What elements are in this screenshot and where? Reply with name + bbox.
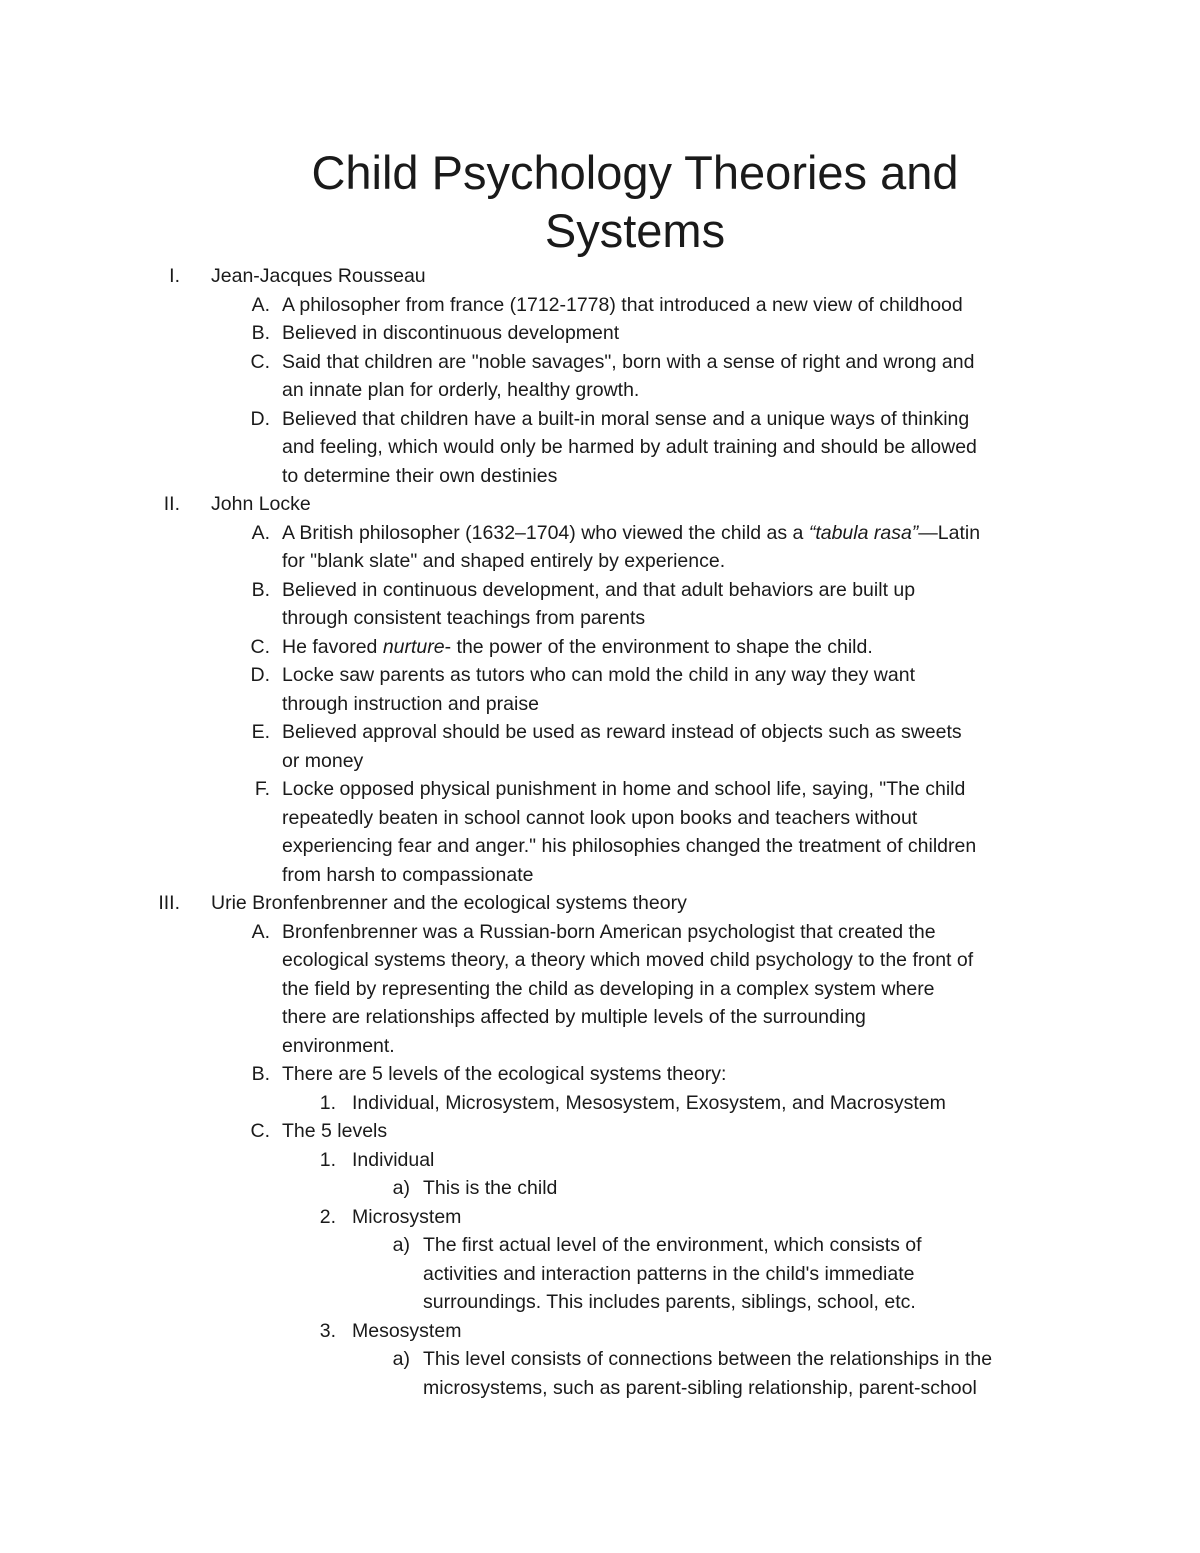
italic-term: nurture xyxy=(382,635,445,658)
outline-item xyxy=(0,661,1200,718)
outline-item xyxy=(0,291,1200,320)
list-marker: D. xyxy=(250,664,270,686)
list-marker: F. xyxy=(254,778,270,800)
outline-item xyxy=(0,1117,1200,1146)
list-marker: I. xyxy=(169,265,180,287)
text-line: surroundings. This includes parents, siblings, school, etc. xyxy=(423,1291,916,1313)
outline-list xyxy=(0,262,1200,1402)
item-text xyxy=(423,1345,1063,1402)
text-line: activities and interaction patterns in the child's immediate xyxy=(423,1262,915,1285)
outline-item-section-2 xyxy=(0,490,1200,519)
item-text xyxy=(282,405,1057,491)
text-line: from harsh to compassionate xyxy=(282,863,534,886)
text-line: Believed that children have a built-in moral sense and a unique ways of thinking xyxy=(282,407,970,430)
list-marker: a) xyxy=(392,1234,410,1256)
text-line: to determine their own destinies xyxy=(282,464,558,487)
item-text xyxy=(423,1231,1063,1317)
list-marker: a) xyxy=(392,1177,410,1199)
text-line: Believed approval should be used as reward instead of objects such as sweets xyxy=(282,721,962,743)
outline-item-section-3 xyxy=(0,889,1200,918)
item-text: Microsystem xyxy=(352,1205,462,1228)
text-line: and feeling, which would only be harmed by adult training and should be allowed xyxy=(282,436,977,458)
outline-item xyxy=(0,1060,1200,1089)
item-text xyxy=(282,718,1057,775)
outline-item-section-1 xyxy=(0,262,1200,291)
text-line: Bronfenbrenner was a Russian-born American psychologist that created the xyxy=(282,920,936,943)
item-text xyxy=(282,348,1057,405)
text-line: the field by representing the child as developing in a complex system where xyxy=(282,977,935,1000)
text-line: experiencing fear and anger." his philosophies changed the treatment of children xyxy=(282,835,977,857)
text-line: The first actual level of the environment, which consists of xyxy=(423,1234,922,1256)
list-marker: C. xyxy=(250,350,270,373)
text-line: through consistent teachings from parents xyxy=(282,607,646,629)
item-text: Individual xyxy=(352,1148,435,1171)
section-heading: Urie Bronfenbrenner and the ecological systems theory xyxy=(211,892,687,914)
item-text: Individual, Microsystem, Mesosystem, Exosystem, and Macrosystem xyxy=(352,1091,946,1114)
text-line: Locke saw parents as tutors who can mold the child in any way they want xyxy=(282,664,915,686)
list-marker: III. xyxy=(158,892,180,914)
outline-subitem xyxy=(0,1317,1200,1346)
item-text: Mesosystem xyxy=(352,1319,462,1342)
text-line: Locke opposed physical punishment in home and school life, saying, "The child xyxy=(282,778,966,800)
item-text xyxy=(282,519,1057,576)
list-marker: C. xyxy=(250,1120,270,1142)
item-text: Believed in discontinuous development xyxy=(282,322,620,344)
outline-item xyxy=(0,775,1200,889)
list-marker: A. xyxy=(251,920,270,943)
outline-item xyxy=(0,576,1200,633)
list-marker: E. xyxy=(251,721,270,743)
text-segment: - the power of the environment to shape the child. xyxy=(444,635,873,658)
list-marker: B. xyxy=(251,1063,270,1085)
section-heading: Jean-Jacques Rousseau xyxy=(211,265,426,287)
text-line: ecological systems theory, a theory which moved child psychology to the front of xyxy=(282,949,974,971)
outline-item xyxy=(0,633,1200,662)
list-marker: a) xyxy=(392,1348,410,1370)
item-text: This is the child xyxy=(423,1177,558,1199)
list-marker: 1. xyxy=(319,1148,336,1171)
outline-item xyxy=(0,918,1200,1061)
title-line-1: Child Psychology Theories and xyxy=(311,146,959,199)
item-text xyxy=(282,576,1057,633)
text-line: Said that children are "noble savages", born with a sense of right and wrong and xyxy=(282,350,975,373)
text-line: repeatedly beaten in school cannot look upon books and teachers without xyxy=(282,806,918,829)
text-line: for "blank slate" and shaped entirely by experience. xyxy=(282,550,726,572)
list-marker: 1. xyxy=(319,1091,336,1114)
list-marker: A. xyxy=(251,521,270,544)
text-segment: —Latin xyxy=(918,521,981,544)
outline-item xyxy=(0,519,1200,576)
outline-subsubitem xyxy=(0,1174,1200,1203)
text-segment: A British philosopher (1632–1704) who viewed the child as a xyxy=(282,521,809,544)
text-line: there are relationships affected by multiple levels of the surrounding xyxy=(282,1006,866,1028)
text-line: environment. xyxy=(282,1034,395,1057)
item-text xyxy=(282,661,1057,718)
title-line-2: Systems xyxy=(544,204,726,257)
list-marker: A. xyxy=(251,293,270,316)
text-line: Believed in continuous development, and that adult behaviors are built up xyxy=(282,578,916,601)
outline-item xyxy=(0,405,1200,491)
italic-term: “tabula rasa” xyxy=(808,521,919,544)
outline-subitem xyxy=(0,1203,1200,1232)
outline-subitem xyxy=(0,1146,1200,1175)
text-segment: He favored xyxy=(282,635,383,658)
outline-item xyxy=(0,718,1200,775)
section-heading: John Locke xyxy=(211,493,311,515)
item-text: A philosopher from france (1712-1778) that introduced a new view of childhood xyxy=(282,293,963,316)
text-line: microsystems, such as parent-sibling relationship, parent-school xyxy=(423,1376,977,1399)
list-marker: II. xyxy=(163,493,180,515)
text-line: or money xyxy=(282,749,364,772)
outline-subsubitem xyxy=(0,1231,1200,1317)
item-text xyxy=(282,775,1057,889)
list-marker: B. xyxy=(251,578,270,601)
text-line: This level consists of connections between the relationships in the xyxy=(423,1348,993,1370)
list-marker: B. xyxy=(251,322,270,344)
outline-item xyxy=(0,348,1200,405)
outline-item xyxy=(0,319,1200,348)
outline-subitem xyxy=(0,1089,1200,1118)
text-line: an innate plan for orderly, healthy growth. xyxy=(282,379,640,401)
item-text: There are 5 levels of the ecological systems theory: xyxy=(282,1063,727,1085)
list-marker: 2. xyxy=(319,1205,336,1228)
text-line: through instruction and praise xyxy=(282,692,539,715)
item-text xyxy=(282,633,1057,662)
outline-subsubitem xyxy=(0,1345,1200,1402)
item-text xyxy=(282,918,1057,1061)
page-title xyxy=(0,144,1200,260)
item-text: The 5 levels xyxy=(282,1120,388,1142)
list-marker: C. xyxy=(250,635,270,658)
list-marker: D. xyxy=(250,407,270,430)
list-marker: 3. xyxy=(319,1319,336,1342)
